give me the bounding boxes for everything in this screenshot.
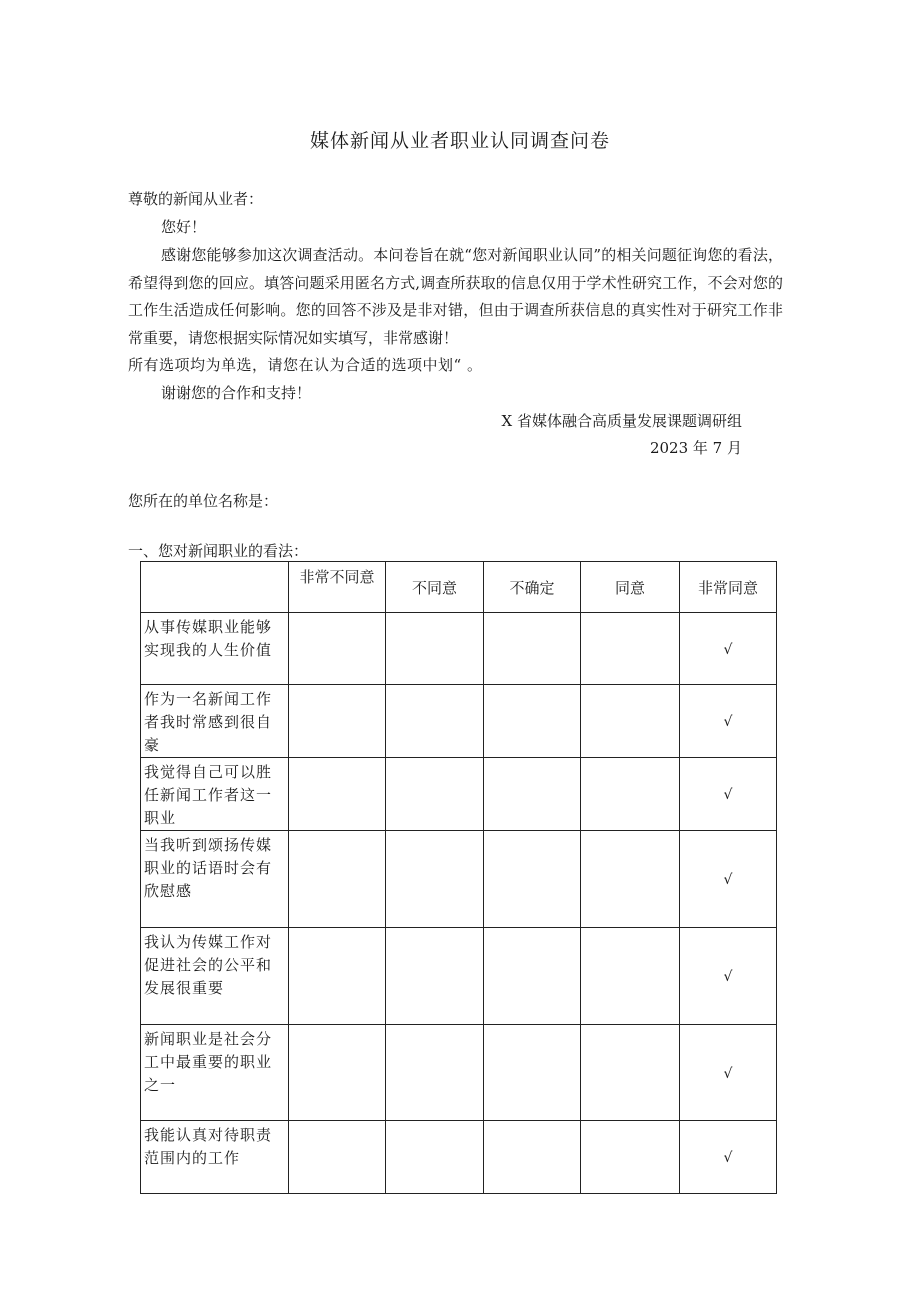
option-cell[interactable] <box>289 685 386 758</box>
statement-cell: 当我听到颂扬传媒职业的话语时会有欣慰感 <box>141 831 289 928</box>
option-cell[interactable] <box>680 758 777 831</box>
instruction: 所有选项均为单选，请您在认为合适的选项中划“ 。 <box>128 356 483 374</box>
check-mark: √ <box>723 1150 733 1166</box>
option-cell[interactable] <box>289 831 386 928</box>
option-cell[interactable] <box>289 1025 386 1121</box>
statement-cell: 我觉得自己可以胜任新闻工作者这一职业 <box>141 758 289 831</box>
table-row <box>141 928 777 1025</box>
option-cell[interactable] <box>484 685 581 758</box>
check-mark: √ <box>723 1065 733 1082</box>
option-cell[interactable] <box>680 928 777 1025</box>
statement-cell: 新闻职业是社会分工中最重要的职业之一 <box>141 1025 289 1121</box>
option-cell[interactable] <box>484 928 581 1025</box>
check-mark: √ <box>723 787 733 803</box>
option-cell[interactable] <box>386 613 484 685</box>
table-row <box>141 758 777 831</box>
option-cell[interactable] <box>386 831 484 928</box>
table-header-row <box>141 562 777 613</box>
greeting: 您好！ <box>161 218 207 236</box>
option-cell[interactable] <box>484 1025 581 1121</box>
header-corner-cell <box>141 562 289 613</box>
option-cell[interactable] <box>484 613 581 685</box>
intro-paragraph: 感谢您能够参加这次调查活动。本问卷旨在就“您对新闻职业认同”的相关问题征询您的看法，希望得到您的回应。填答问题采用匿名方式,调查所获取的信息仅用于学术性研究工作，不会对您的工作生活造成任何影响。您的回答不涉及是非对错，但由于调查所获信息的真实性对于研究工作非常重要，请您根据实际情况如实填写，非常感谢！ <box>128 246 783 347</box>
table-row <box>141 1121 777 1194</box>
option-cell[interactable] <box>581 831 680 928</box>
option-cell[interactable] <box>386 685 484 758</box>
option-cell[interactable] <box>386 1025 484 1121</box>
option-cell[interactable] <box>581 1121 680 1194</box>
statement-cell: 我认为传媒工作对促进社会的公平和发展很重要 <box>141 928 289 1025</box>
option-cell[interactable] <box>680 1025 777 1121</box>
option-cell[interactable] <box>680 831 777 928</box>
option-cell[interactable] <box>484 1121 581 1194</box>
option-cell[interactable] <box>581 685 680 758</box>
organization: X 省媒体融合高质量发展课题调研组 <box>501 412 742 430</box>
survey-table <box>140 561 777 1194</box>
option-cell[interactable] <box>581 928 680 1025</box>
unit-name-label: 您所在的单位名称是： <box>128 492 279 510</box>
statement-cell: 我能认真对待职责范围内的工作 <box>141 1121 289 1194</box>
option-cell[interactable] <box>680 613 777 685</box>
header-strongly-agree: 非常同意 <box>680 562 777 613</box>
section-title: 一、您对新闻职业的看法： <box>128 542 309 560</box>
option-cell[interactable] <box>289 928 386 1025</box>
option-cell[interactable] <box>484 758 581 831</box>
page-title: 媒体新闻从业者职业认同调查问卷 <box>309 130 610 152</box>
header-strongly-disagree: 非常不同意 <box>289 562 386 613</box>
option-cell[interactable] <box>289 758 386 831</box>
option-cell[interactable] <box>289 613 386 685</box>
option-cell[interactable] <box>289 1121 386 1194</box>
option-cell[interactable] <box>386 758 484 831</box>
table-row <box>141 685 777 758</box>
header-unsure: 不确定 <box>484 562 581 613</box>
option-cell[interactable] <box>386 1121 484 1194</box>
table-row <box>141 831 777 928</box>
table-row <box>141 1025 777 1121</box>
check-mark: √ <box>723 714 733 730</box>
header-agree: 同意 <box>581 562 680 613</box>
option-cell[interactable] <box>581 758 680 831</box>
check-mark: √ <box>723 969 733 985</box>
thanks-line: 谢谢您的合作和支持！ <box>161 384 312 402</box>
date: 2023 年 7 月 <box>649 439 742 457</box>
option-cell[interactable] <box>386 928 484 1025</box>
option-cell[interactable] <box>581 1025 680 1121</box>
statement-cell: 从事传媒职业能够实现我的人生价值 <box>141 613 289 685</box>
option-cell[interactable] <box>581 613 680 685</box>
check-mark: √ <box>723 641 733 658</box>
salutation: 尊敬的新闻从业者： <box>128 190 264 208</box>
option-cell[interactable] <box>680 1121 777 1194</box>
check-mark: √ <box>723 872 733 888</box>
header-disagree: 不同意 <box>386 562 484 613</box>
table-row <box>141 613 777 685</box>
statement-cell: 作为一名新闻工作者我时常感到很自豪 <box>141 685 289 758</box>
option-cell[interactable] <box>680 685 777 758</box>
option-cell[interactable] <box>484 831 581 928</box>
